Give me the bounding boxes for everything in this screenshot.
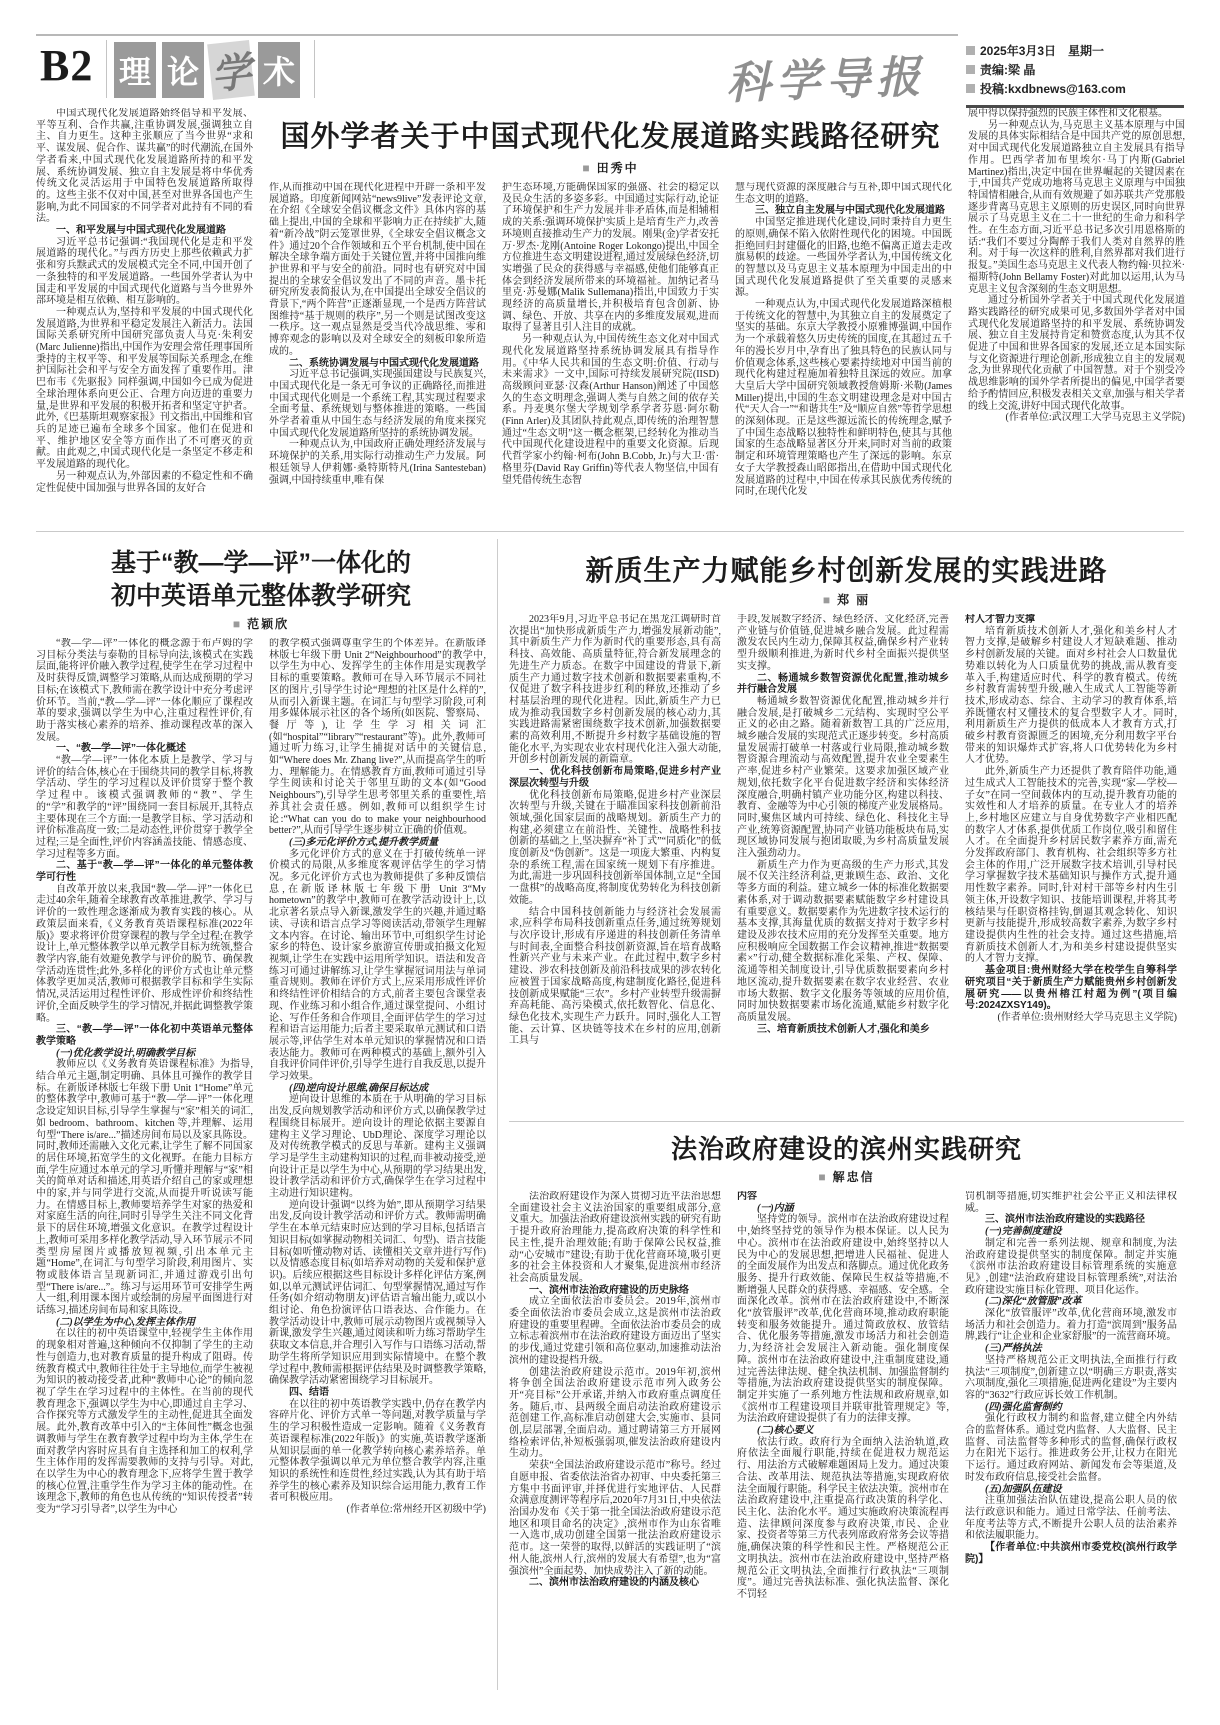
paragraph: 教师应以《义务教育英语课程标准》为指导,结合单元主题,制定明确、具体且可操作的教学目标。在新版译林版七年级下册 Unit 1“Home”单元的整体教学中,教师可基于“教—学—评”一体化理念设定知识目标,引导学生掌握与“家”相关的词汇,如 bedroom、bathroom、kitchen 等,并理解、运用句型“There is/are...”描述房间布局以及家具陈设。同时,教师还需融入文化元素,让学生了解不同国家的居住环境,拓宽学生的文化视野。在能力目标方面,学生应通过本单元的学习,听懂并理解与“家”相关的简单对话和描述,用英语介绍自己的家或理想中的家,并与同学进行交流,从而提升听说读写能力。在情感目标上,教师要培养学生对家的热爱和对家庭生活的向往,同时引导学生关注不同文化背景下的居住环境,增强文化意识。在教学过程设计上,教师可采用多样化教学活动,导入环节展示不同类型房屋图片或播放短视频,引出本单元主题“Home”,在词汇与句型学习阶段,利用图片、实物或肢体语言呈现新词汇,并通过游戏引出句型“There is/are...”。练习与运用环节可安排学生两人一组,利用课本图片或绘制的房屋平面图进行对话练习,描述房间布局和家具陈设。 — [36, 1059, 253, 1317]
article3-column-3 — [965, 614, 1177, 1114]
article2-title-line2: 初中英语单元整体教学研究 — [110, 582, 411, 610]
article1-column-5 — [968, 108, 1185, 524]
byline-author: 解忠信 — [832, 1170, 875, 1184]
submission-email: 投稿:kxdbnews@163.com — [980, 82, 1126, 96]
article4-column-2 — [737, 1191, 949, 1683]
bullet-square-icon — [966, 65, 975, 74]
article4-title: 法治政府建设的滨州实践研究 — [670, 1134, 1022, 1164]
page-header — [36, 26, 1184, 108]
divider — [106, 40, 107, 98]
paragraph: 自改革开放以来,我国“教—学—评”一体化已走过40余年,随着全球教育改革推进,教学、学习与评价的一致性理念逐渐成为教育实践的核心。从政策层面来看,《义务教育英语课程标准(2022年版)》要求将评价贯穿课程的教与学全过程;在教学设计上,单元整体教学以单元教学目标为统领,整合教学内容,能有效避免教学与评价的脱节、确保教学活动连贯性;此外,多样化的评价方式也让单元整体教学更加灵活,教师可根据教学目标和学生实际情况,灵活运用过程性评价、形成性评价和终结性评价,全面反映学生的学习情况,并据此调整教学策略。 — [36, 883, 253, 1024]
article2-byline — [36, 615, 486, 632]
paragraph: 中国式现代化发展道路始终倡导和平发展、平等互利、合作共赢,注重协调发展,强调独立自主、自力更生。这种主张顺应了当今世界“求和平、谋发展、促合作、谋共赢”的时代潮流,在国外学者看来,中国式现代化发展道路所持的和平发展、系统协调发展、独立自主发展是将中华优秀传统文化灵活运用于中国特色发展道路所取得的。这些主张不仅对中国,甚至对世界各国也产生影响,为此不同国家的不同学者对此持有不同的看法。 — [36, 108, 253, 225]
paragraph: 另一种观点认为,马克思主义基本原理与中国发展的具体实际相结合是中国共产党的原创思想,对中国式现代化发展道路独立自主发展具有指导作用。巴西学者加布里埃尔·马丁内斯(Gabriel Martinez)指出,决定中国在世界崛起的关键因素在于,中国共产党成功地将马克思主义原理与中国独特国情相融合,从而有效规避了如苏联共产党那般逐步背离马克思主义原则的历史误区,同时向世界展示了马克思主义在二十一世纪的生命力和科学性。在生态方面,习近平总书记多次引用恩格斯的话:“我们不要过分陶醉于我们人类对自然界的胜利。对于每一次这样的胜利,自然界都对我们进行报复。”美国生态马克思主义代表人物约翰·贝拉米·福斯特(John Bellamy Foster)对此加以运用,认为马克思主义包含深刻的生态文明思想。 — [968, 119, 1185, 295]
author-note: (作者单位:贵州财经大学马克思主义学院) — [997, 1011, 1177, 1023]
fund-note: 基金项目:贵州财经大学在校学生自筹科学研究项目“关于新质生产力赋能贵州乡村创新发展研究——以贵州榕江村超为例”(项目编号:2024ZXSY149)。 — [965, 965, 1177, 1012]
article1-title: 国外学者关于中国式现代化发展道路实践路径研究 — [280, 121, 941, 153]
paragraph: 成立全面依法治市委员会。2019年,滨州市委全面依法治市委员会成立,这是滨州市法治政府建设的重要里程碑。全面依法治市委员会的成立标志着滨州市在法治政府建设方面迈出了坚实的步伐,通过党建引领和高位驱动,加速推动法治滨州的建设提档升级。 — [509, 1296, 721, 1366]
article2-title — [36, 547, 486, 613]
paragraph: 的教学模式强调尊重学生的个体差异。在新版译林版七年级下册 Unit 2“Neighbourhood”的教学中,以学生为中心、发挥学生的主体作用是实现教学目标的重要策略。教师可在导入环节展示不同社区的图片,引导学生讨论“理想的社区是什么样的”,从而引入新课主题。在词汇与句型学习阶段,可利用多媒体展示社区的各个场所(如医院、警察局、餐厅等),让学生学习相关词汇(如“hospital”“library”“restaurant”等)。此外,教师可通过听力练习,让学生捕捉对话中的关键信息,如“Where does Mr. Zhang live?”,从而提高学生的听力、理解能力。在情感教育方面,教师可通过引导学生阅读和讨论关于邻里互助的文本(如“Good Neighbours”),引导学生思考邻里关系的重要性,培养其社会责任感。例如,教师可以组织学生讨论:“What can you do to make your neighbourhood better?”,从而引导学生逐步树立正确的价值观。 — [269, 638, 486, 837]
paragraph: 逆向设计强调“以终为始”,即从预期学习结果出发,反向设计教学活动和评价方式。教师需明确学生在本单元结束时应达到的学习目标,包括语言知识目标(如掌握动物相关词汇、句型)、语言技能目标(如听懂动物对话、读懂相关文章并进行写作)以及情感态度目标(如培养对动物的关爱和保护意识)。后续应根据这些目标设计多样化评估方案,例如,以单元测试评估词汇、句型掌握情况,通过写作任务(如介绍动物朋友)评估语言输出能力,或以小组讨论、角色扮演评估口语表达、合作能力。在教学活动设计中,教师可展示动物图片或视频导入新课,激发学生兴趣,通过阅读和听力练习帮助学生获取文本信息,并合理引入写作与口语练习活动,帮助学生将所学知识应用到实际情境中。在整个教学过程中,教师需根据评估结果及时调整教学策略,确保教学活动紧密围绕学习目标展开。 — [269, 1199, 486, 1387]
section-heading: 四、结语 — [289, 1387, 329, 1398]
paragraph: 坚持党的领导。滨州市在法治政府建设过程中,始终坚持党的领导作为根本保证。以人民为中心。滨州市在法治政府建设中,始终坚持以人民为中心的发展思想,把增进人民福祉、促进人的全面发展作为出发点和落脚点。通过优化政务服务、提升行政效能、保障民生权益等措施,不断增强人民群众的获得感、幸福感、安全感。全面深化改革。滨州市在法治政府建设中,不断深化“放管服评”改革,优化营商环境,推动政府职能转变和服务效能提升。通过简政放权、放管结合、优化服务等措施,激发市场活力和社会创造力,为经济社会发展注入新动能。强化制度保障。滨州市在法治政府建设中,注重制度建设,通过完善法律法规、健全执法机制、加强监督制约等措施,为法治政府建设提供坚实的制度保障。制定并实施了一系列地方性法规和政府规章,如《滨州市工程建设项目并联审批管理规定》等,为法治政府建设提供了有力的法律支撑。 — [737, 1214, 949, 1425]
section-heading: 一、滨州市法治政府建设的历史脉络 — [529, 1284, 689, 1296]
editor-name: 责编:梁 晶 — [980, 63, 1036, 77]
paragraph: 坚持严格规范公正文明执法,全面推行行政执法“三项制度”,创新建立以“明确三方职责,落实六项制度,强化三项措施,促进两化建设”为主要内容的“3632”行政应诉长效工作机制。 — [965, 1354, 1177, 1401]
paragraph: 创建法治政府建设示范市。2019年初,滨州将争创全国法治政府建设示范市列入政务公开“亮目标”公开承诺,并纳入市政府重点调度任务。随后,市、县两级全面启动法治政府建设示范创建工作,高标准启动创建大会,实施市、县同创,层层部署,全面启动。通过聘请第三方开展网络检索评估,补短板强弱项,催发法治政府建设内生动力。 — [509, 1366, 721, 1460]
section-heading: 二、畅通城乡数智资源优化配置,推动城乡并行融合发展 — [737, 672, 949, 696]
paragraph: 另一种观点认为,中国传统生态文化对中国式现代化发展道路坚持系统协调发展具有指导作用。《中华人民共和国的生态文明:价值、行动与未来需求》一文中,国际可持续发展研究院(IISD)高级顾问亚瑟·汉森(Arthur Hanson)阐述了中国悠久的生态文明理念,强调人类与自然之间的依存关系。丹麦奥尔堡大学规划学系学者芬恩·阿尔勒(Finn Arler)及其团队持此观点,即传统的治理智慧通过“生态文明”这一概念框架,已经转化为推动当代中国现代化建设进程中的重要文化资源。后现代哲学家小约翰·柯布(John B.Cobb, Jr.)与大卫·雷·格里芬(David Ray Griffin)等代表人物坚信,中国有望凭借传统生态智 — [502, 334, 719, 486]
article4-column-1 — [509, 1191, 721, 1683]
section-char-box: 理 — [114, 42, 156, 98]
section-heading: 二、基于“教—学—评”一体化的单元整体教学可行性 — [36, 860, 253, 884]
byline-square-icon: ■ — [818, 1170, 826, 1184]
paragraph: 罚机制等措施,切实维护社会公平正义和法律权威。 — [965, 1191, 1177, 1214]
byline-author: 郑 丽 — [837, 593, 871, 607]
section-char-box: 学 — [207, 40, 255, 100]
section-heading: 一、优化科技创新布局策略,促进乡村产业深层次转型与升级 — [509, 766, 721, 789]
paragraph: “教—学—评”一体化的概念源于布卢姆的学习目标分类法与泰勒的目标导向法,该模式在实践层面,能将评价融入教学过程,使学生在学习过程中及时获得反馈,调整学习策略,从而达成预期的学习目标;在该模式下,教师需在教学设计中充分考虑评价环节。当前,“教—学—评”一体化顺应了课程改革的要求,强调以学生为中心,注重过程性评价,有助于落实核心素养的培养、推动课程改革的深入发展。 — [36, 638, 253, 743]
date-block — [966, 40, 1184, 108]
paragraph: 一种观点认为,中国式现代化发展道路深植根于传统文化的智慧中,为其独立自主的发展奠定了坚实的基础。东京大学教授小原雅博强调,中国作为一个承载着悠久历史传统的国度,在其超过五千年的漫长岁月中,孕育出了独具特色的民族认同与价值观念体系,这些核心要素持续地对中国当前的现代化构建过程施加着独特且深远的效应。加拿大皇后大学中国研究领域教授詹姆斯·米勒(James Miller)提出,中国的生态文明建设理念是对中国古代“天人合一”“和谐共生”及“顺应自然”等哲学思想的深刻体现。正是这些源远流长的传统理念,赋予了中国生态战略以独特性和鲜明特色,使其与其他国家的生态战略显著区分开来,同时对当前的政策制定和环境管理策略也产生了深远的影响。东京女子大学教授森山昭郎指出,在借助中国式现代化发展道路的过程中,中国在传承其民族优秀传统的同时,在现代化发 — [735, 299, 952, 498]
bullet-square-icon — [966, 46, 975, 55]
paragraph: 优化科技创新布局策略,促进乡村产业深层次转型与升级,关键在于瞄准国家科技创新前沿领域,强化国家层面的战略规划。新质生产力的构建,必须建立在前沿性、关键性、战略性科技创新的基础之上,坚决摒弃“补丁式”“同质化”的低度创新及“伪创新”。这是一项庞大繁重、内构复杂的系统工程,需在国家统一规划下有序推进。为此,需进一步巩固科技创新举国体制,立足“全国一盘棋”的战略高度,将制度优势转化为科技创新效能。 — [509, 789, 721, 906]
editor-line — [966, 61, 1184, 78]
publication-date: 2025年3月3日 星期一 — [980, 44, 1105, 58]
paragraph: 荣获“全国法治政府建设示范市”称号。经过自愿申报、省委依法治省办初审、中央委托第三方集中书面评审,并择优进行实地评估、人民群众满意度测评等程序后,2020年7月31日,中央依法治国办发布《关于第一批全国法治政府建设示范地区和项目命名的决定》,滨州市作为山东省唯一入选市,成功创建全国第一批法治政府建设示范市。这一荣誉的取得,以鲜活的实践证明了“滨州人能,滨州人行,滨州的发展大有希望”,也为“富强滨州”全面起势、加快成势注入了新的动能。 — [509, 1460, 721, 1577]
article-english-teaching — [36, 539, 486, 1690]
author-note: (作者单位:武汉理工大学马克思主义学院) — [1005, 412, 1185, 424]
article1-column-4 — [735, 182, 952, 522]
byline-author: 范颖欣 — [247, 617, 290, 631]
section-heading: 三、滨州市法治政府建设的实践路径 — [985, 1214, 1145, 1226]
sub-heading: (三)严格执法 — [985, 1343, 1042, 1355]
sub-heading: (四)强化监督制约 — [985, 1401, 1062, 1413]
article1-column-3 — [502, 182, 719, 522]
paragraph: 多元化评价方式的意义在于打破传统单一评价模式的局限,从多维度客观评估学生的学习情况。多元化评价方式也为教师提供了多种反馈信息,在新版译林版七年级下册 Unit 3“My hometown”的教学中,教师可在教学活动设计上,以北京著名景点导入新课,激发学生的兴趣,并通过略读、寻读和语言点学习等阅读活动,带领学生理解文本内容。在讨论、输出环节中,可组织学生讨论家乡的特色、设计家乡旅游宣传册或拍摄文化短视频,让学生在实践中运用所学知识。语法和发音练习可通过讲解练习,让学生掌握冠词用法与单词重音规则。教师在评价方式上,应采用形成性评价和终结性评价相结合的方式,前者主要包含课堂表现、作业练习和小组合作,通过课堂提问、小组讨论、写作任务和合作项目,全面评估学生的学习过程和语言运用能力;后者主要采取单元测试和口语展示等,评估学生对本单元知识的掌握情况和口语表达能力。教师可在两种模式的基础上,额外引入自我评价同伴评价,引导学生进行自我反思,以提升学习效果。 — [269, 848, 486, 1083]
fund-note: 【作者单位:中共滨州市委党校(滨州行政学院)】 — [965, 1542, 1177, 1565]
sub-heading: (一)优化教学设计,明确教学目标 — [56, 1047, 196, 1059]
sub-heading: (五)加强队伍建设 — [985, 1483, 1062, 1495]
paragraph: 结合中国科技创新能力与经济社会发展需求,应科学布局科技创新重点任务,通过统筹规划与次序设计,形成有序递进的科技创新任务清单与时间表,全面整合科技创新资源,旨在培育战略性新兴产业与未来产业。在此过程中,数字乡村建设、涉农科技创新及前沿科技成果的涉农转化应被置于国家战略高度,构建制度化路径,促进科技创新成果赋能“三农”。乡村产业转型升级需摒弃高耗能、高污染模式,依托数智化、信息化、绿色化技术,实现生产力跃升。同时,强化人工智能、云计算、区块链等技术在乡村的应用,创新工具与 — [509, 906, 721, 1047]
paragraph: 作,从而推动中国在现代化进程中开辟一条和平发展道路。印度新闻网站“news9live”发表评论文章,在介绍《全球安全倡议概念文件》具体内容的基础上提出,中国的全球和平影响力正在持续扩大,随着“新冷战”阴云笼罩世界,《全球安全倡议概念文件》通过20个合作领域和五个平台机制,使中国在解决全球争端方面处于关键位置,并将中国推向维护世界和平与安全的前沿。同时也有研究对中国提出的全球安全倡议发出了不同的声音。墨卡托研究所发表简报认为,在中国提出全球安全倡议的背景下,“两个阵营”正逐渐显现,一个是西方阵营试图维持“基于规则的秩序”,另一个则是试图改变这一秩序。这一观点显然是受当代冷战思维、零和博弈观念的影响以及对全球安全的刻板印象所造成的。 — [269, 182, 486, 357]
date-line — [966, 42, 1184, 59]
paragraph: 2023年9月,习近平总书记在黑龙江调研时首次提出“加快形成新质生产力,增强发展新动能”,其中新质生产力作为新时代的重要形态,具有高科技、高效能、高质量特征,符合新发展理念的先进生产力质态。在数字中国建设的背景下,新质生产力通过数字技术创新和数据要素重构,不仅促进了数字科技进步红利的释放,还推动了乡村基层治理的现代化进程。因此,新质生产力已成为推动我国数字乡村创新发展的核心动力,其实践进路需紧密围绕数字技术创新,加强数据要素的高效利用,不断提升乡村数字基础设施的智能化水平,为实现农业农村现代化注入强大动能,开创乡村创新发展的新篇章。 — [509, 614, 721, 766]
byline-square-icon: ■ — [582, 161, 590, 175]
byline-square-icon: ■ — [232, 617, 241, 631]
paragraph: 展中得以保持强烈的民族主体性和文化根基。 — [968, 108, 1168, 119]
sub-heading: (一)内涵 — [757, 1202, 794, 1214]
paragraph: 新质生产力作为更高级的生产力形式,其发展不仅关注经济利益,更兼顾生态、政治、文化等多方面的利益。建立城乡一体的标准化数据要素体系,对于调动数据要素赋能数字乡村建设具有重要意义。数据要素作为先进数字技术运行的基本支撑,其海量优质的数据支持对于数字乡村建设及涉农技术应用的充分发挥至关重要。地方应积极响应全国数据工作会议精神,推进“数据要素×”行动,健全数据标准化采集、产权、保障、流通等相关制度设计,引导优质数据要素向乡村地区流动,提升数据要素在数字农业经营、农业市场大数据、数字文化服务等领域的应用价值,同时加快数据要素市场化流通,赋能乡村数字化高质量发展。 — [737, 859, 949, 1023]
header-rule — [36, 34, 958, 36]
section-heading: 三、独立自主发展与中国式现代化发展道路 — [755, 205, 945, 217]
article1-byline — [269, 159, 952, 176]
article2-column-1 — [36, 638, 253, 1690]
article-new-productive-forces — [509, 549, 1184, 1114]
divider — [509, 1121, 1184, 1122]
paragraph: 依法行政。政府行为全面纳入法治轨道,政府依法全面履行职能,持续在促进权力规范运行、用法治方式破解难题困局上发力。通过决策合法、改革用法、规范执法等措施,实现政府依法全面履行职能。科学民主依法决策。滨州市在法治政府建设中,注重提高行政决策的科学化、民主化、法治化水平。通过实施政府决策流程再造、法律顾问深度参与政府决策,市民、企业家、投资者等第三方代表列席政府常务会议等措施,确保决策的科学性和民主性。严格规范公正文明执法。滨州市在法治政府建设中,坚持严格规范公正文明执法,全面推行行政执法“三项制度”。通过完善执法标准、强化执法监督、深化不罚轻 — [737, 1436, 949, 1600]
paragraph: “教—学—评”一体化本质上是教学、学习与评价的结合体,核心在于围绕共同的教学目标,将教学活动、学生的学习过程以及评价贯穿于整个教学过程中。该模式强调教师的“教”、学生的“学”和教学的“评”围绕同一套目标展开,其特点主要体现在三个方面:一是教学目标、学习活动和评价标准高度一致;二是动态性,评价贯穿于教学全过程;三是全面性,评价内容涵盖技能、情感态度、学习过程等多方面。 — [36, 755, 253, 860]
bullet-square-icon — [966, 84, 975, 93]
paragraph: 护生态环境,方能确保国家的强盛、社会的稳定以及民众生活的多姿多彩。中国通过实际行动,论证了环境保护和生产力发展并非矛盾体,而是相辅相成的关系:强调环境保护实质上是培育生产力,改善环境则直接推动生产力的发展。刚果(金)学者安托万·罗杰·龙刚(Antoine Roger Lokongo)提出,中国全方位推进生态文明建设进程,通过发展绿色经济,切实增强了民众的获得感与幸福感,使他们能够真正体会到经济发展所带来的环境福祉。加纳记者马里克·苏曼娜(Malik Sullemana)指出,中国致力于实现经济的高质量增长,并积极培育包含创新、协调、绿色、开放、共享在内的多维度发展观,进而取得了显著且引人注目的成就。 — [502, 182, 719, 334]
paragraph: 通过分析国外学者关于中国式现代化发展道路实践路径的研究成果可见,多数国外学者对中国式现代化发展道路坚持的和平发展、系统协调发展、独立自主发展持肯定和赞赏态度,认为其不仅促进了中国和世界各国家的发展,还立足本国实际与文化资源进行理论创新,形成独立自主的发展观念,为世界现代化贡献了中国智慧。对于个别受冷战思维影响的国外学者所提出的偏见,中国学者要给予酌情回应,积极发表相关文章,加强与相关学者的线上交流,讲好中国式现代化故事。 — [968, 295, 1185, 412]
paragraph: 另一种观点认为,外部因素的不稳定性和不确定性促使中国加强与世界各国的友好合 — [36, 470, 253, 494]
paragraph: 制定和完善一系列法规、规章和制度,为法治政府建设提供坚实的制度保障。制定并实施《滨州市法治政府建设目标管理系统的实施意见》,创建“法治政府建设目标管理系统”,对法治政府建设实施目标化管理、项目化运作。 — [965, 1237, 1177, 1296]
paragraph: 强化行政权力制约和监督,建立健全内外结合的监督体系。通过党内监督、人大监督、民主监督、司法监督等多种形式的监督,确保行政权力在阳光下运行。推进政务公开,让权力在阳光下运行。通过政府网站、新闻发布会等渠道,及时发布政府信息,接受社会监督。 — [965, 1413, 1177, 1483]
byline-square-icon: ■ — [822, 593, 831, 607]
section-heading: 村人才智力支撑 — [965, 614, 1035, 625]
section-heading: 二、滨州市法治政府建设的内涵及核心 — [529, 1577, 699, 1589]
paragraph: 注重加强法治队伍建设,提高公职人员的依法行政意识和能力。通过日常学法、任前考法、年度考法等方式,不断提升公职人员的法治素养和依法履职能力。 — [965, 1495, 1177, 1542]
paragraph: 法治政府建设作为深入贯彻习近平法治思想全面建设社会主义法治国家的重要组成部分,意义重大。加强法治政府建设滨州实践的研究有助于提升政府治理能力,提高政府决策的科学性和民主性,提升治理效能;有助于保障公民权益,推动“心安城市”建设;有助于优化营商环境,吸引更多的社会主体投资和人才聚集,促进滨州市经济社会高质量发展。 — [509, 1191, 721, 1284]
paragraph: 逆向设计思维的本质在于从明确的学习目标出发,反向规划教学活动和评价方式,以确保教学过程围绕目标展开。逆向设计的理论依据主要源自建构主义学习理论、UbD理论、深度学习理论以及对传统教学模式的反思与革新。建构主义强调学习是学生主动建构知识的过程,而非被动接受,逆向设计正是以学生为中心,从预期的学习结果出发,设计教学活动和评价方式,确保学生在学习过程中主动进行知识建构。 — [269, 1094, 486, 1200]
article4-byline — [509, 1168, 1184, 1185]
section-heading: 三、培育新质技术创新人才,强化和美乡 — [757, 1023, 930, 1035]
paragraph: 中国坚定推进现代化建设,同时秉持自力更生的原则,确保不陷入依附性现代化的困境。中国既拒绝回归封建僵化的旧路,也绝不偏离正道去走改旗易帜的歧途。一些国外学者认为,中国传统文化的智慧以及马克思主义基本原理为中国走出的中国式现代化发展道路提供了至关重要的灵感来源。 — [735, 217, 952, 299]
paragraph: 一种观点认为,中国政府正确处理经济发展与环境保护的关系,用实际行动推动生产力发展。阿根廷领导人伊莉娜·桑特斯特凡(Irina Santesteban)强调,中国持续重申,唯有保 — [269, 439, 486, 486]
byline-author: 田秀中 — [596, 161, 639, 175]
sub-heading: (二)核心要义 — [757, 1425, 814, 1437]
divider — [314, 40, 315, 98]
article3-title: 新质生产力赋能乡村创新发展的实践进路 — [585, 555, 1108, 586]
section-heading: 一、和平发展与中国式现代化发展道路 — [56, 225, 226, 237]
sub-heading: (四)逆向设计思维,确保目标达成 — [289, 1082, 429, 1094]
article4-column-3 — [965, 1191, 1177, 1683]
article3-column-2 — [737, 614, 949, 1114]
section-heading: 内容 — [737, 1191, 757, 1202]
article3-byline — [509, 591, 1184, 608]
paragraph: 一种观点认为,坚持和平发展的中国式现代化发展道路,为世界和平稳定发展注入新活力。法国国际关系研究所中国研究部负责人马克·朱利安(Marc Julienne)指出,中国作为安理会常任理事国所秉持的主权平等、和平发展等国际关系理念,在维护国际社会和平与安全方面发挥了重要作用。津巴布韦《先驱报》同样强调,中国如今已成为促进全球治理体系向更公正、合理方向迈进的重要力量,是世界和平发展的积极开拓者和坚定守护者。此外,《巴基斯坦观察家报》刊文指出,中国维和官兵的足迹已遍布全球多个国家。他们在促进和平、维护地区安全等方面作出了不可磨灭的贡献。由此观之,中国式现代化是一条坚定不移走和平发展道路的现代化。 — [36, 306, 253, 471]
article1-column-2 — [269, 182, 486, 522]
sub-heading: (二)深化“放管服”改革 — [985, 1296, 1082, 1308]
section-title-boxes — [114, 42, 300, 98]
paragraph: 畅通城乡数智资源优化配置,推动城乡并行融合发展,是打破城乡二元结构、实现时空公平正义的必由之路。随着新数智工具的广泛应用,城乡融合发展的实现范式正逐步转变。乡村高质量发展需打破单一村落或行业局限,推动城乡数智资源合理流动与高效配置,提升农业全要素生产率,促进乡村产业繁荣。这要求加强区域产业规划,依托数字化平台促进数字经济和实体经济深度融合,明确村镇产业功能分区,构建以科技、教育、金融等为中心引领的梯度产业发展格局。同时,聚焦区域内可持续、绿色化、科技化主导产业,统筹资源配置,协同产业链功能板块布局,实现区域协同发展与抱团取暖,为乡村高质量发展注入强劲动力。 — [737, 695, 949, 860]
section-heading: 三、“教—学—评”一体化初中英语单元整体教学策略 — [36, 1024, 253, 1047]
article2-column-2 — [269, 638, 486, 1690]
paragraph: 手段,发展数字经济、绿色经济、文化经济,完善产业链与价值链,促进城乡融合发展。此过程需激发农民内生动力,保障其权益,确保乡村产业转型升级顺利推进,为新时代乡村全面振兴提供坚实支撑。 — [737, 614, 949, 672]
edition-number: B2 — [40, 41, 94, 90]
paragraph: 深化“放管服评”改革,优化营商环境,激发市场活力和社会创造力。着力打造“滨周到”服务品牌,践行“让企业和企业家舒服”的一流营商环境。 — [965, 1308, 1177, 1343]
paragraph: 习近平总书记强调,实现强国建设与民族复兴,中国式现代化是一条无可争议的正确路径,而推进中国式现代化则是一个系统工程,其实现过程要求全面考量、系统规划与整体推进的策略。一些国外学者着重从中国生态与经济发展的角度来探究中国式现代化发展道路所坚持的系统协调发展。 — [269, 369, 486, 439]
sub-heading: (三)多元化评价方式,提升教学质量 — [289, 836, 439, 848]
section-heading: 二、系统协调发展与中国式现代化发展道路 — [289, 357, 479, 369]
divider — [497, 539, 498, 1690]
sub-heading: (一)完善制度建设 — [985, 1226, 1062, 1238]
section-char-box: 术 — [258, 42, 300, 98]
article-modernization-paths — [36, 108, 1184, 524]
masthead-logo: 科学导报 — [725, 52, 927, 109]
paragraph: 此外,新质生产力还提供了教育陪伴功能,通过生成式人工智能技术的完善,实现“家—学校—子女”在同一空间载体内的互动,提升教育功能的实效性和人才培养的质量。在专业人才的培养上,乡村地区应建立与自身优势数字产业相匹配的数字人才体系,提供优质工作岗位,吸引和留住人才。在全面提升乡村居民数字素养方面,需充分发挥政府部门、教育机构、社会组织等多方社会主体的作用,广泛开展数字技术培训,引导村民学习掌握数字技术基础知识与操作方式,提升通用性数字素养。同时,针对村干部等乡村内生引领主体,开设数字知识、技能培训课程,并将其考核结果与任职资格挂钩,倒逼其观念转化、知识更新与技能提升,形成较高数字素养,为数字乡村建设提供内生性的社会支持。通过这些措施,培育新质技术创新人才,为和美乡村建设提供坚实的人才智力支撑。 — [965, 766, 1177, 965]
section-heading: 一、“教—学—评”一体化概述 — [56, 743, 186, 755]
paragraph: 在以往的初中英语教学实践中,仍存在教学内容碎片化、评价方式单一等问题,对教学质量与学生的学习积极性造成一定影响。随着《义务教育英语课程标准(2022年版)》的实施,英语教学逐渐从知识层面的单一化教学转向核心素养培养。单元整体教学强调以单元为单位整合教学内容,注重知识的系统性和连贯性,经过实践,认为其有助于培养学生的核心素养及知识综合运用能力,教育工作者可积极应用。 — [269, 1398, 486, 1504]
paragraph: 在以往的初中英语课堂中,轻视学生主体作用的现象相对普遍,这种倾向不仅抑制了学生的主动性与创造力,也对教育质量的提升构成了阻碍。传统教育模式中,教师往往处于主导地位,而学生被视为知识的被动接受者,此种“教师中心论”的倾向忽视了学生在学习过程中的主体性。在当前的现代教育理念下,强调以学生为中心,即通过自主学习、合作探究等方式激发学生的主动性,促进其全面发展。此外,教育改革中引入的“主体间性”概念也强调教师与学生在教育教学过程中均为主体,学生在面对教学内容时应具有自主选择和加工的权利,学生主体作用的发挥需要教师的支持与引导。对此,在以学生为中心的教育理念下,应将学生置于教学的核心位置,注重学生作为学习主体的能动性。在该理念下,教师的角色也从传统的“知识传授者”转变为“学习引导者”,以学生为中心 — [36, 1328, 253, 1516]
article-binzhou-rule-of-law — [509, 1129, 1184, 1683]
paragraph: 培育新质技术创新人才,强化和美乡村人才智力支撑,是破解乡村建设人才短缺难题、推动乡村创新发展的关键。面对乡村社会人口数量优势难以转化为人口质量优势的挑战,需从教育变革入手,构建适应时代、科学的教育模式。传统乡村教育需转型升级,融入生成式人工智能等新技术,形成动态、综合、主动学习的教育体系,培养既懂农村又懂技术的复合型数字人才。同时,利用新质生产力提供的低成本人才教育方式,打破乡村教育资源匮乏的困境,充分利用数字平台带来的知识爆炸式扩容,将人口优势转化为乡村人才优势。 — [965, 625, 1177, 766]
article2-title-line1: 基于“教—学—评”一体化的 — [110, 549, 411, 577]
submission-line — [966, 80, 1184, 97]
article3-column-1 — [509, 614, 721, 1114]
author-note: (作者单位:常州经开区初级中学) — [346, 1504, 486, 1516]
section-char-box: 论 — [162, 42, 204, 98]
article1-column-1 — [36, 108, 253, 524]
paragraph: 慧与现代资源的深度融合与互补,即中国式现代化生态文明的道路。 — [735, 182, 952, 205]
paragraph: 习近平总书记强调:“我国现代化是走和平发展道路的现代化。”与西方历史上那些依赖武力扩张和穷兵黩武式的发展模式完全不同,中国开创了一条独特的和平发展道路。一些国外学者认为中国走和平发展的中国式现代化道路与当今世界外部环境是相互依赖、相互影响的。 — [36, 236, 253, 307]
sub-heading: (二)以学生为中心,发挥主体作用 — [56, 1316, 196, 1328]
divider — [36, 531, 1184, 532]
